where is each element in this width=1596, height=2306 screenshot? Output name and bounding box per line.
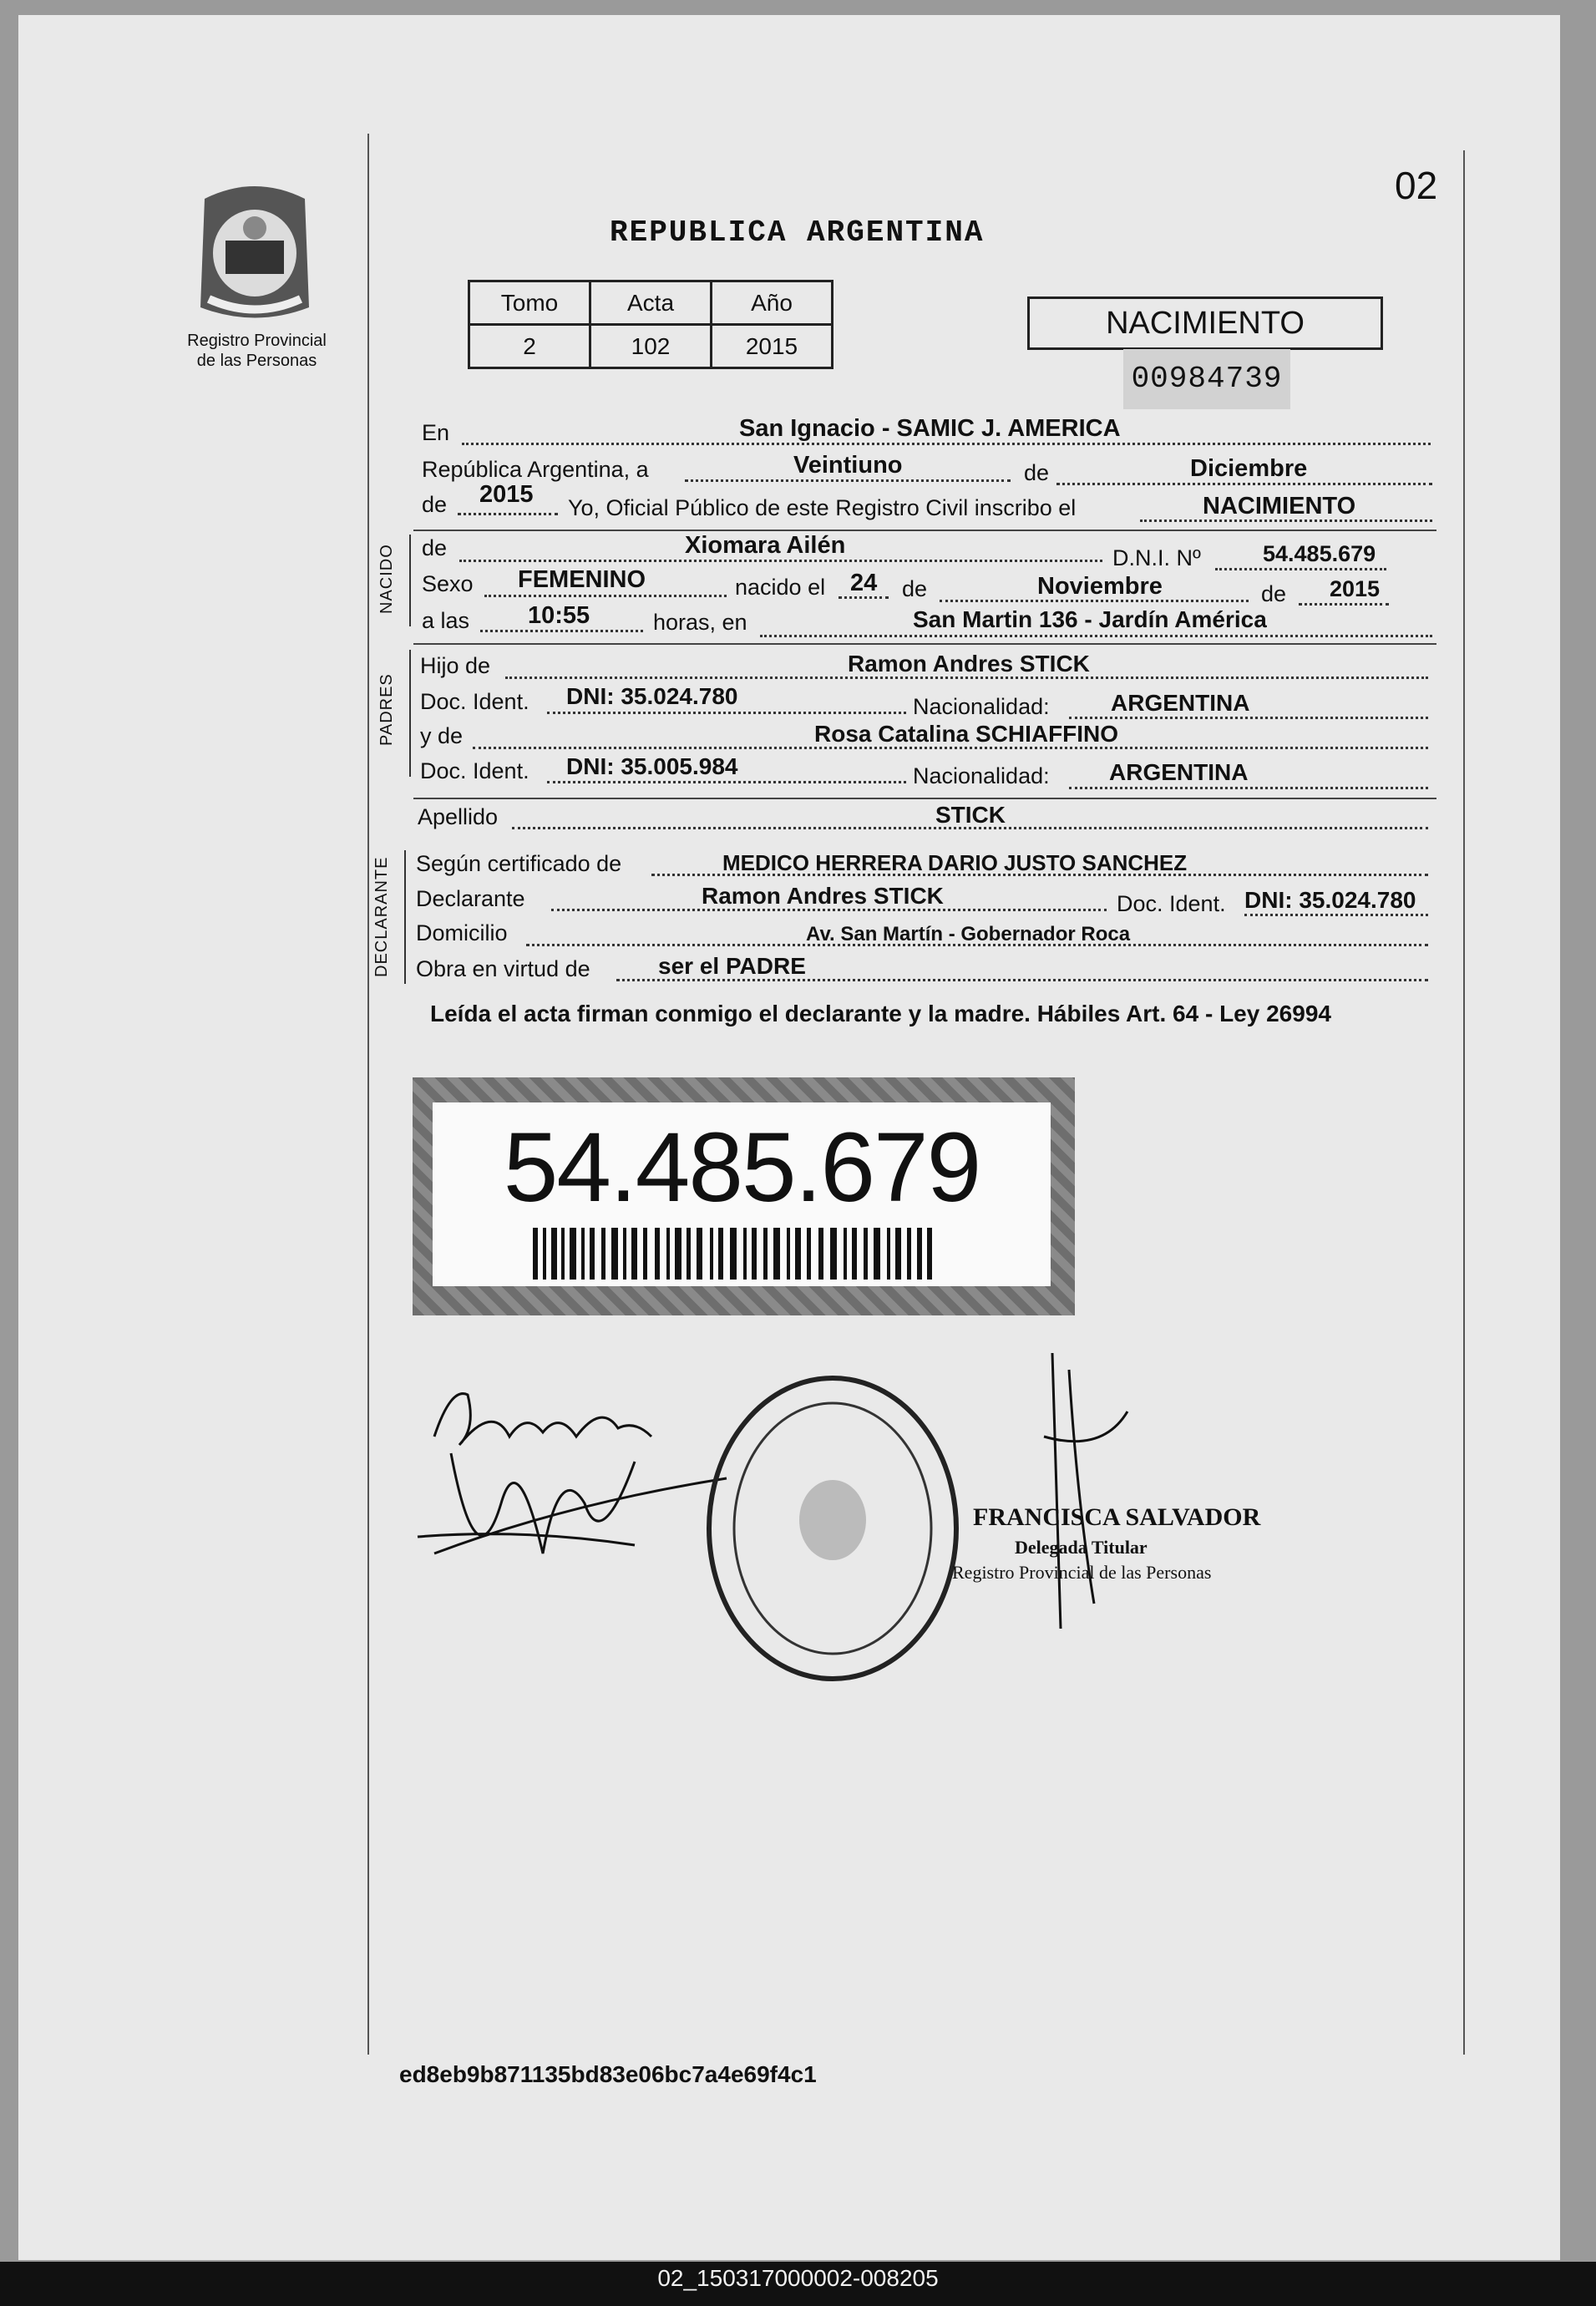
father-doc-value: DNI: 35.024.780 — [566, 683, 738, 709]
father-nationality-value: ARGENTINA — [1111, 690, 1250, 716]
section-label-nacido: NACIDO — [377, 544, 396, 614]
dotted-line — [547, 781, 906, 783]
dotted-line — [685, 479, 1011, 482]
acta-header: Acta — [590, 281, 712, 325]
page-number: 02 — [1395, 164, 1438, 207]
label-y-de: y de — [420, 723, 464, 748]
dotted-line — [1244, 914, 1428, 916]
label-doc-declarant: Doc. Ident. — [1117, 891, 1226, 916]
father-value: Ramon Andres STICK — [848, 651, 1090, 677]
dotted-line — [1056, 483, 1432, 485]
closing-statement: Leída el acta firman conmigo el declarante y la madre. Hábiles Art. 64 - Ley 26994 — [430, 1001, 1331, 1026]
dotted-line — [1299, 603, 1389, 606]
label-domicilio: Domicilio — [416, 920, 508, 945]
serial-number: 00984739 — [1123, 349, 1290, 409]
ano-value: 2015 — [712, 325, 833, 368]
label-doc-father: Doc. Ident. — [420, 689, 529, 714]
label-horas-en: horas, en — [653, 610, 747, 635]
label-nacido-el: nacido el — [735, 575, 826, 600]
sex-value: FEMENINO — [518, 566, 646, 593]
location-value: San Ignacio - SAMIC J. AMERICA — [739, 415, 1121, 442]
declarant-handwritten-signature — [434, 1394, 651, 1445]
section-bar-nacido — [409, 535, 411, 626]
label-obra: Obra en virtud de — [416, 956, 590, 981]
section-bar-padres — [409, 650, 411, 777]
dotted-line — [462, 443, 1431, 445]
label-de-month: de — [902, 576, 928, 601]
birth-place-value: San Martin 136 - Jardín América — [913, 606, 1267, 632]
label-republica: República Argentina, a — [422, 457, 649, 482]
dotted-line — [484, 595, 727, 597]
registry-table-header-row — [469, 281, 833, 325]
label-dni: D.N.I. Nº — [1112, 545, 1201, 570]
label-de-name: de — [422, 535, 448, 560]
dotted-line — [1069, 787, 1428, 789]
section-label-declarante: DECLARANTE — [372, 856, 391, 977]
left-margin-line — [367, 134, 369, 2055]
label-de-year: de — [422, 492, 448, 517]
label-nac-father: Nacionalidad: — [913, 694, 1050, 719]
dotted-line — [480, 630, 643, 632]
dotted-line — [547, 712, 906, 714]
tomo-value: 2 — [469, 325, 590, 368]
certificate-value: MEDICO HERRERA DARIO JUSTO SANCHEZ — [722, 850, 1188, 875]
address-value: Av. San Martín - Gobernador Roca — [806, 923, 1131, 945]
dni-label-inner — [433, 1102, 1051, 1286]
birth-time-value: 10:55 — [528, 602, 590, 629]
right-margin-line — [1463, 150, 1465, 2055]
registry-table — [468, 280, 833, 369]
official-name: FRANCISCA SALVADOR — [973, 1503, 1261, 1531]
dotted-line — [1215, 568, 1386, 570]
mother-signature — [418, 1453, 727, 1553]
label-a-las: a las — [422, 608, 470, 633]
ano-header: Año — [712, 281, 833, 325]
section-separator — [413, 798, 1436, 799]
surname-value: STICK — [935, 802, 1006, 828]
official-signature — [1044, 1353, 1127, 1629]
name-value: Xiomara Ailén — [685, 532, 846, 559]
capacity-value: ser el PADRE — [658, 953, 806, 979]
acta-value: 102 — [590, 325, 712, 368]
dotted-line — [1069, 717, 1428, 719]
declarant-doc-value: DNI: 35.024.780 — [1244, 887, 1416, 913]
label-hijo-de: Hijo de — [420, 653, 491, 678]
tomo-header: Tomo — [469, 281, 590, 325]
record-type-box: NACIMIENTO — [1027, 296, 1383, 350]
birth-year-value: 2015 — [1330, 576, 1381, 601]
provincial-seal-logo — [192, 182, 317, 322]
scan-footer-id: 02_150317000002-008205 — [657, 2265, 939, 2291]
dotted-line — [459, 560, 1102, 562]
dni-label-number: 54.485.679 — [503, 1112, 980, 1223]
label-en: En — [422, 420, 450, 445]
birth-day-value: 24 — [850, 570, 878, 596]
label-apellido: Apellido — [418, 804, 499, 829]
dotted-line — [760, 635, 1432, 637]
label-doc-mother: Doc. Ident. — [420, 758, 529, 783]
registry-table-value-row — [469, 325, 833, 368]
label-de: de — [1024, 460, 1050, 485]
day-words-value: Veintiuno — [793, 452, 903, 479]
dni-value: 54.485.679 — [1263, 541, 1376, 566]
birth-month-value: Noviembre — [1037, 573, 1163, 600]
dni-label-sticker — [413, 1077, 1075, 1315]
section-separator — [413, 530, 1436, 531]
month-value: Diciembre — [1190, 455, 1308, 482]
dotted-line — [458, 513, 558, 515]
document-hash: ed8eb9b871135bd83e06bc7a4e69f4c1 — [399, 2061, 817, 2087]
logo-caption — [171, 331, 342, 371]
label-de-byear: de — [1261, 581, 1287, 606]
label-declarante: Declarante — [416, 886, 525, 911]
section-bar-declarante — [404, 850, 406, 984]
mother-nationality-value: ARGENTINA — [1109, 759, 1249, 785]
label-sexo: Sexo — [422, 571, 474, 596]
logo-caption-line2: de las Personas — [196, 352, 317, 370]
year-value: 2015 — [479, 481, 534, 508]
record-kind-value: NACIMIENTO — [1203, 493, 1356, 519]
mother-doc-value: DNI: 35.005.984 — [566, 753, 738, 779]
label-nac-mother: Nacionalidad: — [913, 763, 1050, 788]
section-label-padres: PADRES — [377, 673, 396, 746]
label-yo: Yo, Oficial Público de este Registro Civil inscribo el — [568, 495, 1077, 520]
official-office: Registro Provincial de las Personas — [952, 1562, 1212, 1583]
mother-value: Rosa Catalina SCHIAFFINO — [814, 721, 1119, 747]
section-separator — [413, 643, 1436, 645]
logo-caption-line1: Registro Provincial — [187, 332, 327, 350]
official-role: Delegada Titular — [1015, 1537, 1148, 1558]
label-segun: Según certificado de — [416, 851, 622, 876]
dni-barcode — [533, 1228, 934, 1280]
declarant-value: Ramon Andres STICK — [702, 883, 944, 909]
country-title: REPUBLICA ARGENTINA — [610, 215, 985, 250]
